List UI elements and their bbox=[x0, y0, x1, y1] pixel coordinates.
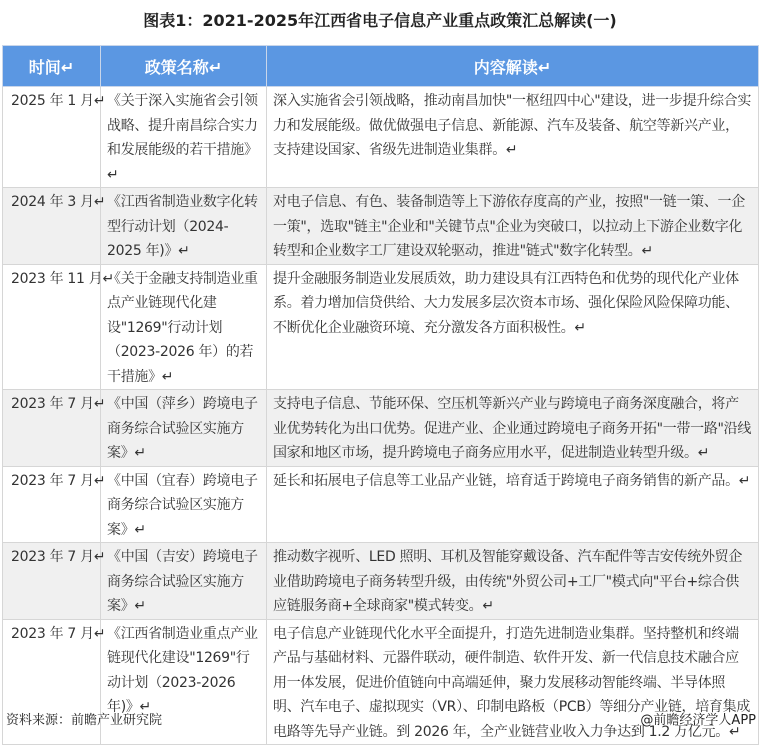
row-policy: 《中国（萍乡）跨境电子商务综合试验区实施方案》↵ bbox=[101, 390, 267, 467]
table-title: 图表1：2021-2025年江西省电子信息产业重点政策汇总解读(一) bbox=[143, 11, 617, 30]
header-content: 内容解读↵ bbox=[267, 46, 759, 87]
table-row bbox=[3, 466, 759, 543]
row-policy: 《江西省制造业重点产业链现代化建设"1269"行动计划（2023-2026 年)》↵ bbox=[101, 619, 267, 745]
table-row bbox=[3, 543, 759, 620]
row-policy: 《关于金融支持制造业重点产业链现代化建设"1269"行动计划（2023-2026 年）的若干措施》↵ bbox=[101, 264, 267, 390]
source-note: 资料来源：前瞻产业研究院 bbox=[6, 713, 163, 728]
row-content: 提升金融服务制造业发展质效，助力建设具有江西特色和优势的现代化产业体系。着力增加信贷供给、大力发展多层次资本市场、强化保险风险保障功能、不断优化企业融资环境、充分激发各方面积极性。↵ bbox=[267, 264, 759, 390]
row-content: 支持电子信息、节能环保、空压机等新兴产业与跨境电子商务深度融合，将产业优势转化为出口优势。促进产业、企业通过跨境电子商务开拓"一带一路"沿线国家和地区市场，提升跨境电子商务应用水平，促进制造业转型升级。↵ bbox=[267, 390, 759, 467]
row-policy: 《江西省制造业数字化转型行动计划（2024-2025 年)》↵ bbox=[101, 188, 267, 265]
row-content: 深入实施省会引领战略，推动南昌加快"一枢纽四中心"建设，进一步提升综合实力和发展能级。做优做强电子信息、新能源、汽车及装备、航空等新兴产业，支持建设国家、省级先进制造业集群。↵ bbox=[267, 87, 759, 188]
policy-table bbox=[2, 45, 759, 745]
header-time: 时间↵ bbox=[3, 46, 101, 87]
row-policy: 《中国（宜春）跨境电子商务综合试验区实施方案》↵ bbox=[101, 466, 267, 543]
row-content: 对电子信息、有色、装备制造等上下游依存度高的产业，按照"一链一策、一企一策"，选取"链主"企业和"关键节点"企业为突破口，以拉动上下游企业数字化转型和企业数字工厂建设双轮驱动，推进"链式"数字化转型。↵ bbox=[267, 188, 759, 265]
table-row bbox=[3, 390, 759, 467]
credit-note: @前瞻经济学人APP bbox=[640, 713, 756, 728]
row-date: 2023 年 11 月↵ bbox=[3, 264, 101, 390]
row-date: 2023 年 7 月↵ bbox=[3, 390, 101, 467]
row-date: 2023 年 7 月↵ bbox=[3, 466, 101, 543]
row-date: 2023 年 7 月↵ bbox=[3, 619, 101, 745]
table-header bbox=[3, 46, 759, 87]
row-policy: 《中国（吉安）跨境电子商务综合试验区实施方案》↵ bbox=[101, 543, 267, 620]
header-policy: 政策名称↵ bbox=[101, 46, 267, 87]
row-date: 2023 年 7 月↵ bbox=[3, 543, 101, 620]
row-date: 2024 年 3 月↵ bbox=[3, 188, 101, 265]
row-content: 电子信息产业链现代化水平全面提升，打造先进制造业集群。坚持整机和终端产品与基础材料、元器件联动，硬件制造、软件开发、新一代信息技术融合应用一体发展，促进价值链向中高端延伸，聚力发展移动智能终端、半导体照明、汽车电子、虚拟现实（VR）、印制电路板（PCB）等细分产业链，培育集成电路等先导产业链。到 2026 年，全产业链营业收入力争达到 1.2 万亿元。↵ bbox=[267, 619, 759, 745]
row-policy: 《关于深入实施省会引领战略、提升南昌综合实力和发展能级的若干措施》↵ bbox=[101, 87, 267, 188]
table-row bbox=[3, 264, 759, 390]
table-row bbox=[3, 87, 759, 188]
row-date: 2025 年 1 月↵ bbox=[3, 87, 101, 188]
row-content: 延长和拓展电子信息等工业品产业链，培育适于跨境电子商务销售的新产品。↵ bbox=[267, 466, 759, 543]
table-row bbox=[3, 188, 759, 265]
row-content: 推动数字视听、LED 照明、耳机及智能穿戴设备、汽车配件等吉安传统外贸企业借助跨境电子商务转型升级，由传统"外贸公司+工厂"模式向"平台+综合供应链服务商+全球商家"模式转变。↵ bbox=[267, 543, 759, 620]
